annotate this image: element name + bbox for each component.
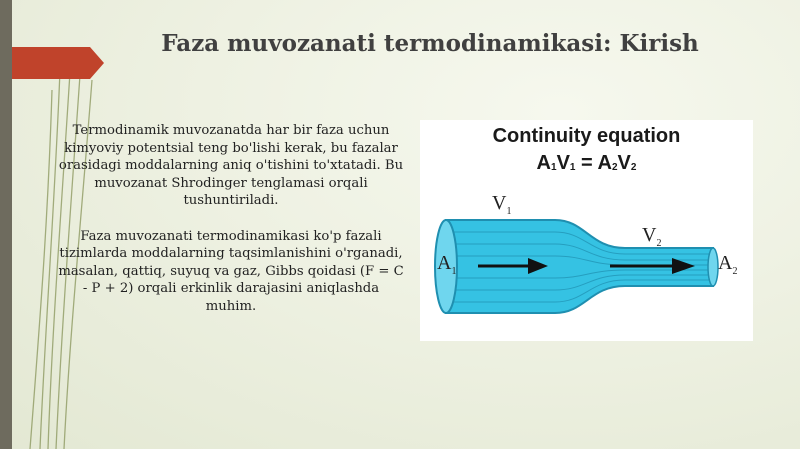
eq-sub-1: 1 [551,162,557,173]
pipe-diagram [420,120,753,341]
pipe-outlet-face [708,248,718,286]
continuity-equation-figure [420,120,753,341]
figure-heading: Continuity equation [492,125,681,147]
eq-sub-2: 1 [569,162,576,173]
paragraph-2: Faza muvozanati termodinamikasi ko'p fazali tizimlarda moddalarning taqsimlanishini o'rganadi, masalan, qattiq, suyuq va gaz, Gibbs qoidasi (F = C - P + 2) orqali erkinlik darajasini aniqlashda muhim. [58,228,404,314]
eq-a1: A [536,152,551,174]
label-a2: $A_2$ [718,252,738,277]
label-v1: $V_1$ [492,192,512,217]
paragraph-1: Termodinamik muvozanatda har bir faza uchun kimyoviy potentsial teng bo'lishi kerak, bu fazalar orasidagi moddalarning aniq o'tishini to'xtatadi. Bu muvozanat Shrodinger tenglamasi orqali tushuntiriladi. [58,123,404,209]
slide-title: Faza muvozanati termodinamikasi: Kirish [161,30,699,57]
eq-v1: V [556,152,570,174]
eq-a2: A [597,152,612,174]
label-v2: $V_2$ [642,224,662,249]
slide-body [56,122,406,333]
title-accent-tab [12,47,104,79]
label-a1: $A_1$ [437,252,457,277]
eq-sub-4: 2 [630,162,637,173]
eq-equals: = [575,152,598,174]
eq-sub-3: 2 [611,162,618,173]
eq-v2: V [617,152,631,174]
